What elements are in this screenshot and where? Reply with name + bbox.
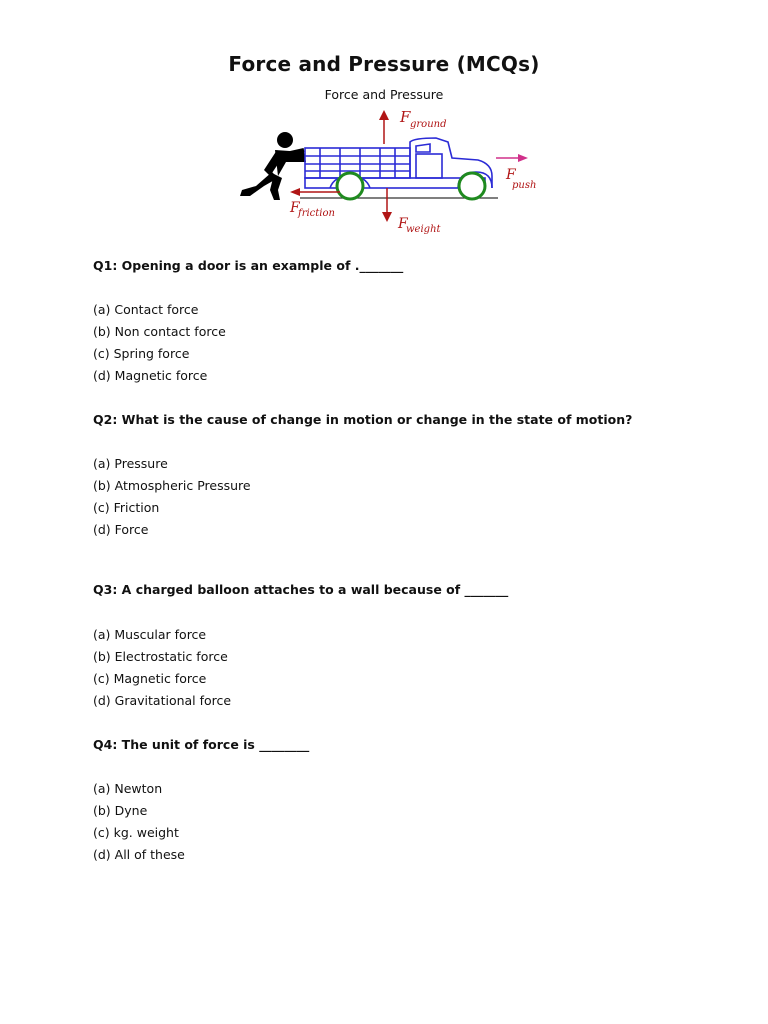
push-force-subscript: push — [512, 180, 537, 191]
question-1-option-a: (a) Contact force — [93, 302, 199, 317]
force-diagram — [230, 106, 550, 238]
ground-force-arrow — [379, 110, 389, 144]
page-title: Force and Pressure (MCQs) — [228, 52, 540, 76]
question-1: Q1: Opening a door is an example of ._______ — [93, 258, 404, 273]
weight-force-subscript: weight — [406, 224, 441, 235]
ground-force-subscript: ground — [410, 119, 447, 130]
question-4-option-b: (b) Dyne — [93, 803, 148, 818]
question-3-option-d: (d) Gravitational force — [93, 693, 232, 708]
question-2: Q2: What is the cause of change in motion or change in the state of motion? — [93, 412, 633, 427]
push-force-arrow — [496, 154, 528, 162]
question-4-option-c: (c) kg. weight — [93, 825, 179, 840]
question-1-option-b: (b) Non contact force — [93, 324, 226, 339]
weight-force-label: F — [398, 216, 408, 232]
friction-force-subscript: friction — [298, 208, 335, 219]
rear-wheel — [337, 173, 363, 199]
friction-force-label: F — [290, 200, 300, 216]
question-4: Q4: The unit of force is ________ — [93, 737, 310, 752]
question-4-option-d: (d) All of these — [93, 847, 185, 862]
question-2-option-d: (d) Force — [93, 522, 149, 537]
diagram-caption: Force and Pressure — [324, 87, 444, 102]
question-3-option-b: (b) Electrostatic force — [93, 649, 228, 664]
question-2-option-c: (c) Friction — [93, 500, 160, 515]
ground-force-label: F — [400, 108, 411, 126]
push-force-label: F — [506, 167, 516, 183]
front-wheel — [459, 173, 485, 199]
question-3: Q3: A charged balloon attaches to a wall because of _______ — [93, 582, 509, 597]
question-1-option-c: (c) Spring force — [93, 346, 190, 361]
question-2-option-a: (a) Pressure — [93, 456, 168, 471]
friction-force-arrow — [290, 188, 340, 196]
question-1-option-d: (d) Magnetic force — [93, 368, 208, 383]
weight-force-arrow — [382, 188, 392, 222]
question-2-option-b: (b) Atmospheric Pressure — [93, 478, 251, 493]
question-3-option-a: (a) Muscular force — [93, 627, 207, 642]
question-4-option-a: (a) Newton — [93, 781, 163, 796]
question-3-option-c: (c) Magnetic force — [93, 671, 207, 686]
